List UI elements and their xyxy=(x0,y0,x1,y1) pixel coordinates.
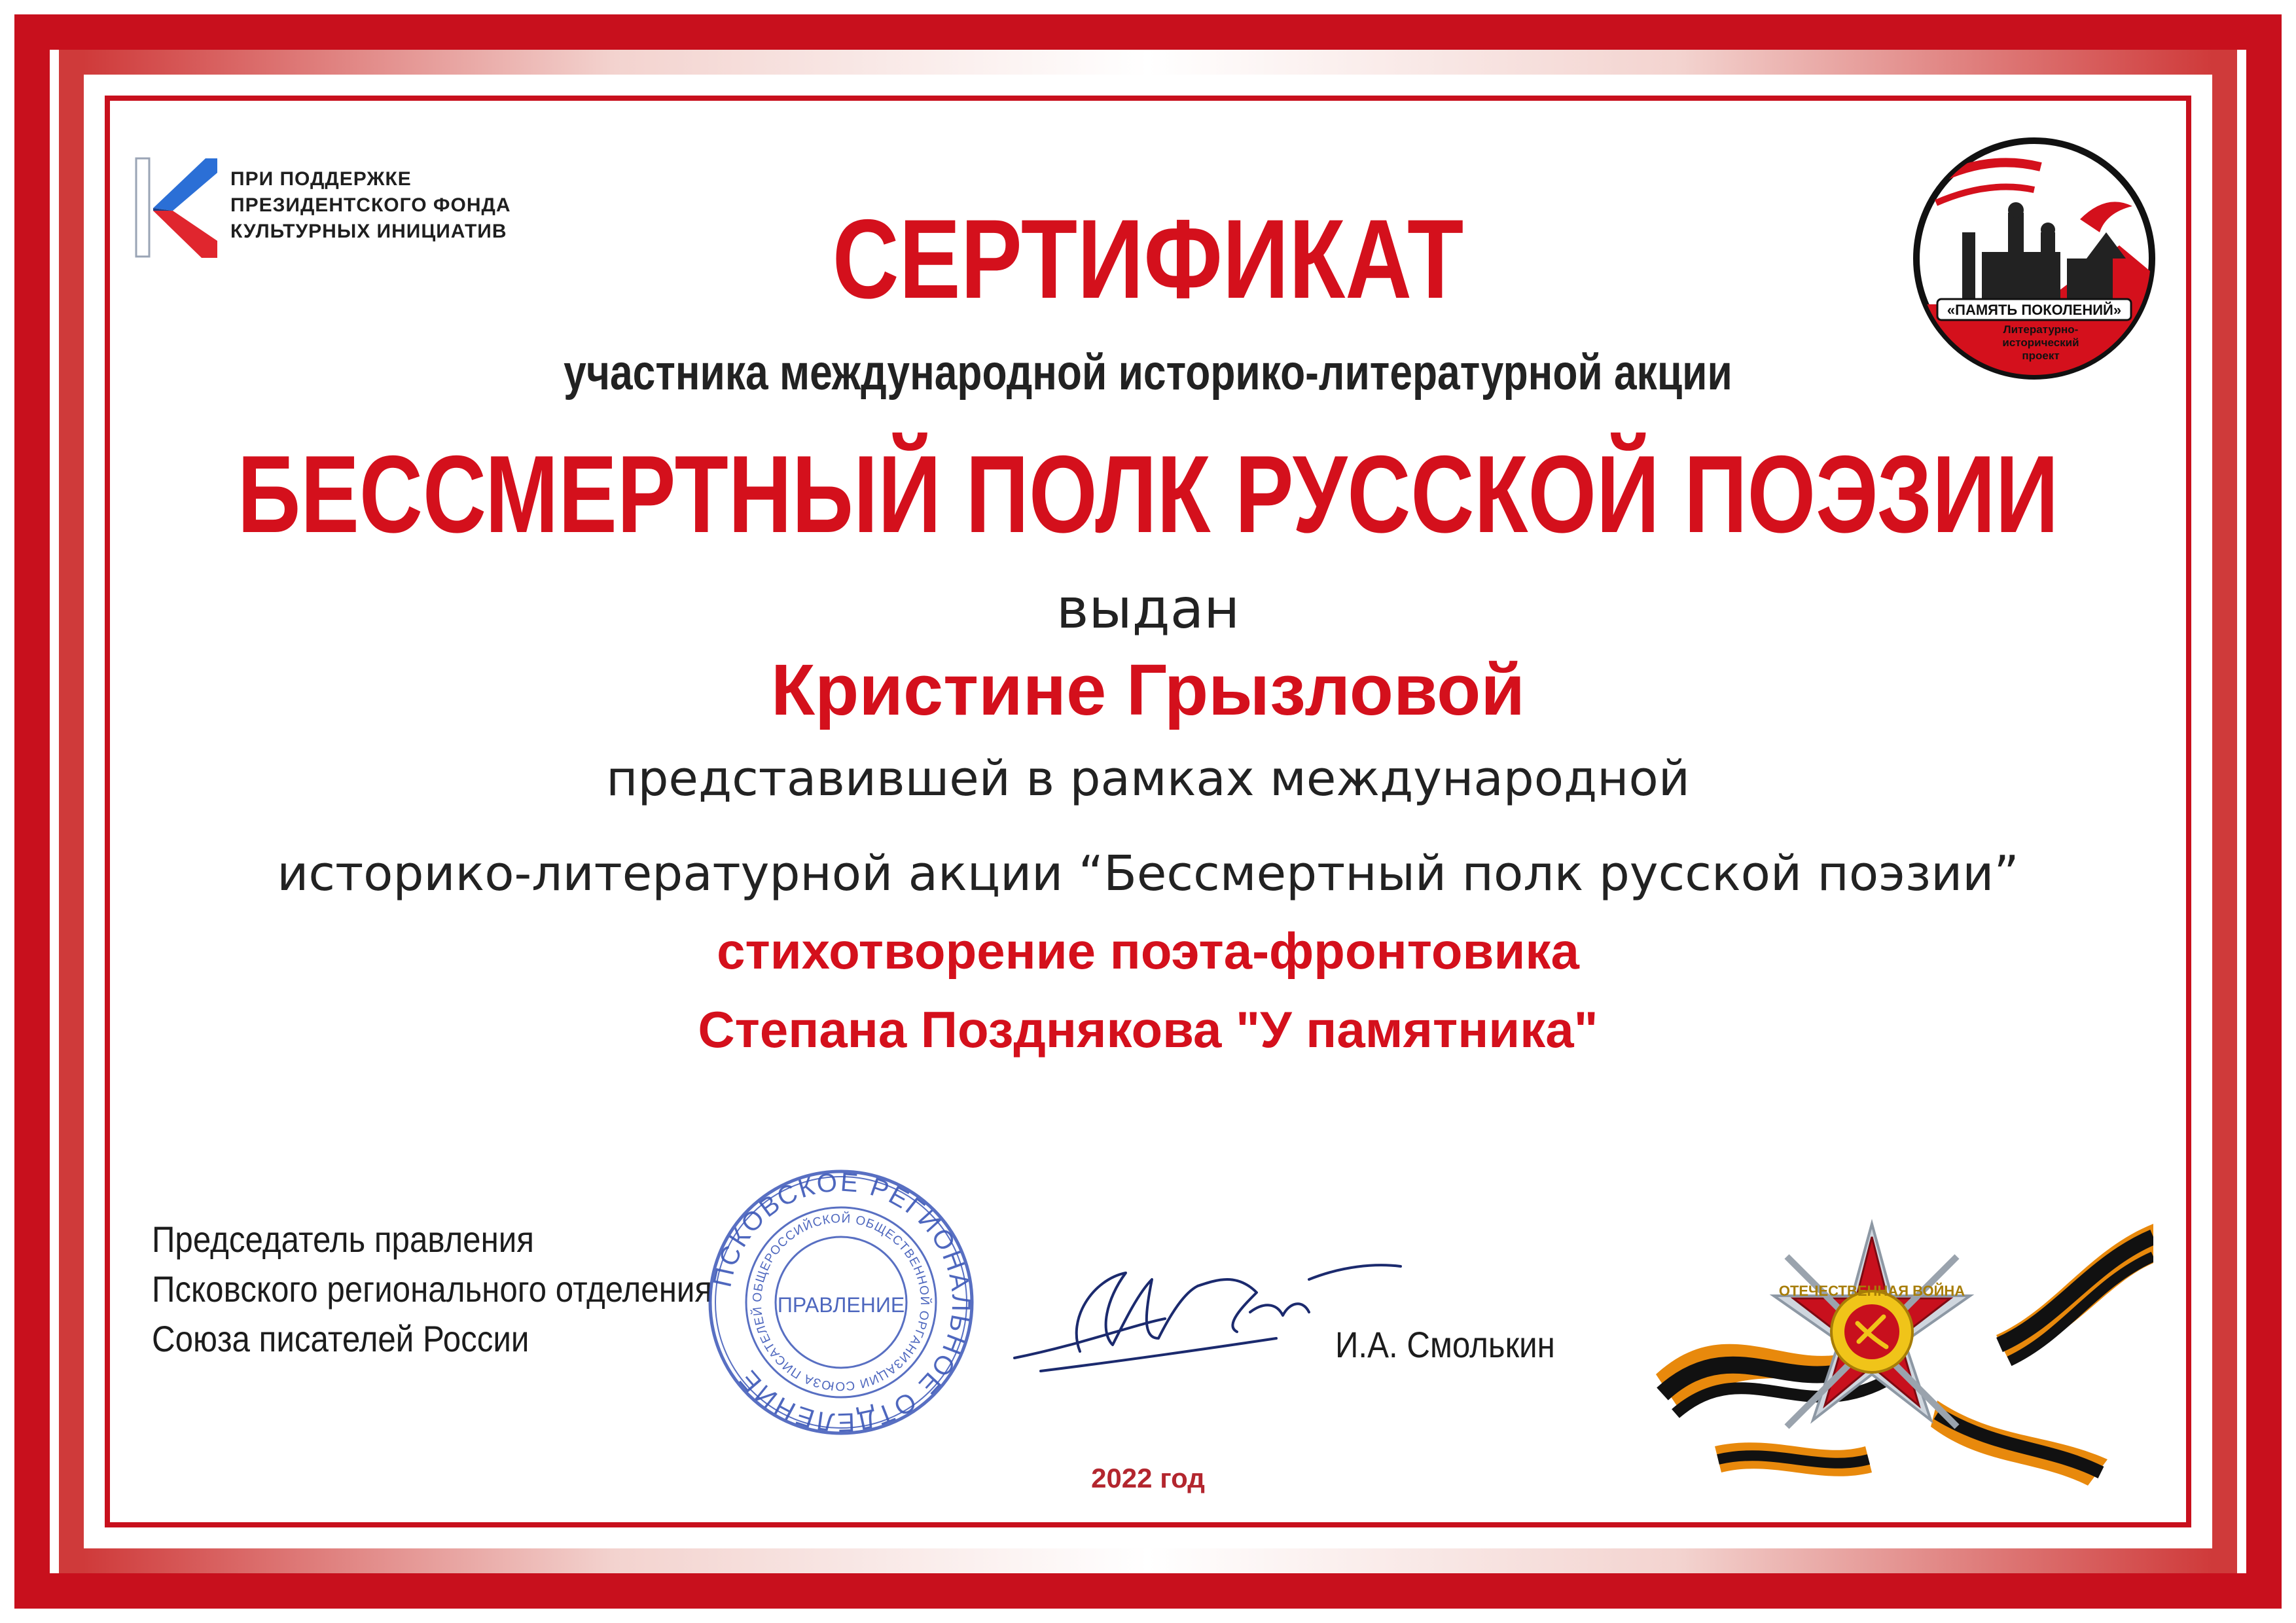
seal-inner-text: ОБЩЕРОССИЙСКОЙ ОБЩЕСТВЕННОЙ ОРГАНИЗАЦИИ СОЮЗА ПИСАТЕЛЕЙ xyxy=(750,1211,932,1393)
action-name: БЕССМЕРТНЫЙ ПОЛК РУССКОЙ ПОЭЗИИ xyxy=(237,433,2059,556)
official-seal xyxy=(704,1165,978,1440)
order-text: ОТЕЧЕСТВЕННАЯ ВОЙНА xyxy=(1778,1283,1965,1299)
support-line: ПРИ ПОДДЕРЖКЕ xyxy=(230,168,412,190)
order-of-patriotic-war-icon xyxy=(1656,1198,2153,1538)
signatory-line: Псковского регионального отделения xyxy=(152,1268,713,1310)
work-line: стихотворение поэта-фронтовика xyxy=(717,922,1579,980)
signatory-line: Союза писателей России xyxy=(152,1318,529,1359)
emblem-caption: проект xyxy=(2022,349,2060,362)
seal-outer-text: ПСКОВСКОЕ РЕГИОНАЛЬНОЕ ОТДЕЛЕНИЕ xyxy=(708,1168,976,1437)
signatory-name: И.А. Смолькин xyxy=(1335,1324,1555,1365)
work-line: Степана Позднякова "У памятника" xyxy=(698,1001,1598,1058)
handwritten-signature xyxy=(1001,1240,1420,1397)
presented-line: представившей в рамках международной xyxy=(606,751,1690,807)
year-label: 2022 год xyxy=(1091,1463,1205,1493)
action-line: историко-литературной акции “Бессмертный полк русской поэзии” xyxy=(277,846,2019,902)
certificate-title: СЕРТИФИКАТ xyxy=(832,196,1464,322)
issued-label: выдан xyxy=(1056,577,1240,641)
emblem-caption: исторический xyxy=(2002,336,2079,349)
support-line: КУЛЬТУРНЫХ ИНИЦИАТИВ xyxy=(230,221,507,242)
recipient-name: Кристине Грызловой xyxy=(771,650,1525,730)
seal-center-text: ПРАВЛЕНИЕ xyxy=(777,1293,905,1317)
support-line: ПРЕЗИДЕНТСКОГО ФОНДА xyxy=(230,194,511,216)
emblem-caption: Литературно- xyxy=(2003,323,2079,336)
certificate-subtitle: участника международной историко-литературной акции xyxy=(564,345,1732,401)
emblem-title: «ПАМЯТЬ ПОКОЛЕНИЙ» xyxy=(1946,302,2122,318)
presidential-fund-logo-icon xyxy=(134,156,219,260)
signatory-line: Председатель правления xyxy=(152,1219,535,1260)
signatory-title xyxy=(152,1215,712,1364)
